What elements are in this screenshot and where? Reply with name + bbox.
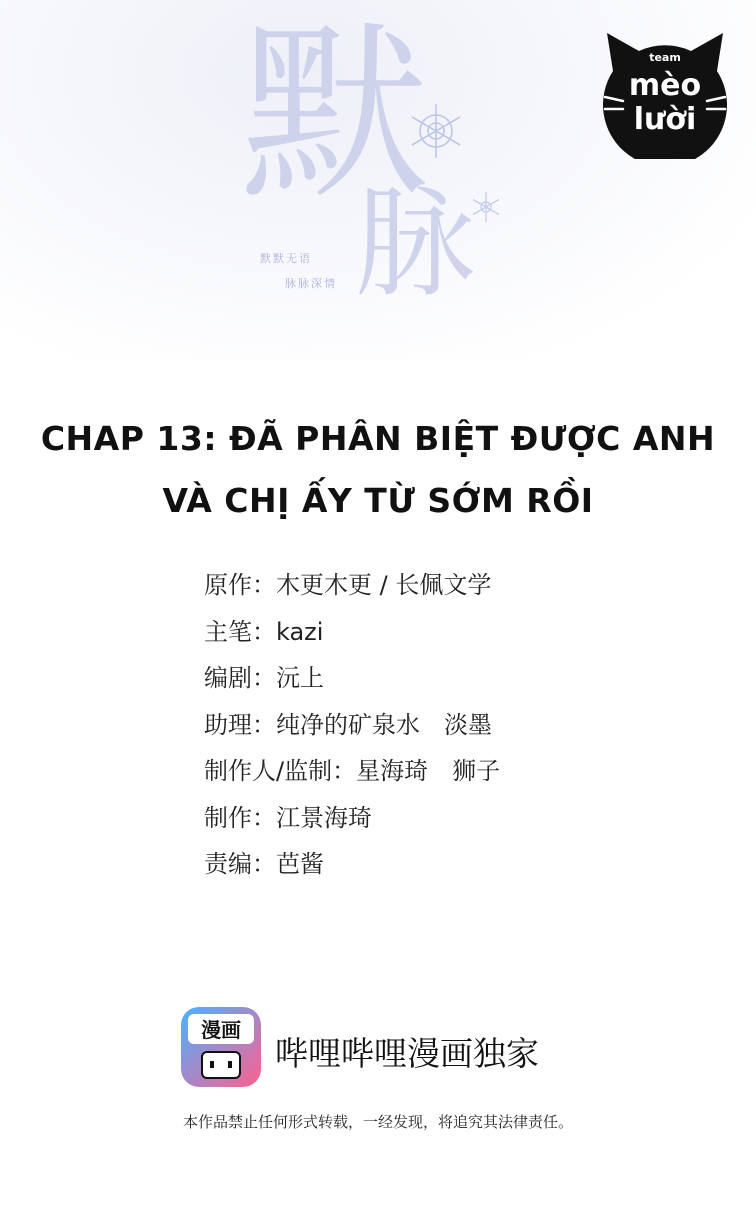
series-logo-char-2: 脉	[355, 175, 475, 314]
app-icon-label: 漫画	[201, 1018, 241, 1042]
team-logo	[599, 27, 731, 159]
series-tagline-1: 默默无语	[260, 252, 312, 265]
chapter-title	[0, 408, 756, 532]
chapter-title-line-1: CHAP 13: ĐÃ PHÂN BIỆT ĐƯỢC ANH	[40, 419, 716, 458]
team-logo-line-2: lười	[633, 102, 697, 137]
team-logo-small-text: team	[649, 51, 681, 64]
credit-producer: 制作人/监制：星海琦 狮子	[204, 757, 501, 785]
snowflake-icon	[405, 100, 467, 162]
bilibili-manga-app-icon	[180, 1006, 262, 1088]
publisher-name: 哔哩哔哩漫画独家	[275, 1034, 539, 1073]
credit-lead-artist: 主笔：kazi	[204, 617, 324, 646]
series-logo-char-1: 默	[240, 4, 431, 225]
credit-production: 制作：江景海琦	[204, 803, 372, 832]
credit-editor: 责编：芭酱	[204, 850, 324, 878]
credit-screenwriter: 编剧：沅上	[204, 664, 324, 692]
credits-list	[204, 566, 724, 892]
publisher-banner	[180, 1006, 620, 1092]
team-logo-line-1: mèo	[628, 68, 702, 103]
cat-logo-icon	[599, 27, 731, 159]
series-logo	[235, 4, 505, 330]
copyright-notice: 本作品禁止任何形式转载，一经发现，将追究其法律责任。	[182, 1113, 573, 1131]
series-tagline-2: 脉脉深情	[285, 277, 337, 290]
chapter-title-line-2: VÀ CHỊ ẤY TỪ SỚM RỒI	[162, 481, 594, 520]
credit-assistant: 助理：纯净的矿泉水 淡墨	[204, 710, 492, 739]
credit-original-work: 原作：木更木更 / 长佩文学	[204, 571, 492, 599]
snowflake-icon	[469, 190, 503, 224]
